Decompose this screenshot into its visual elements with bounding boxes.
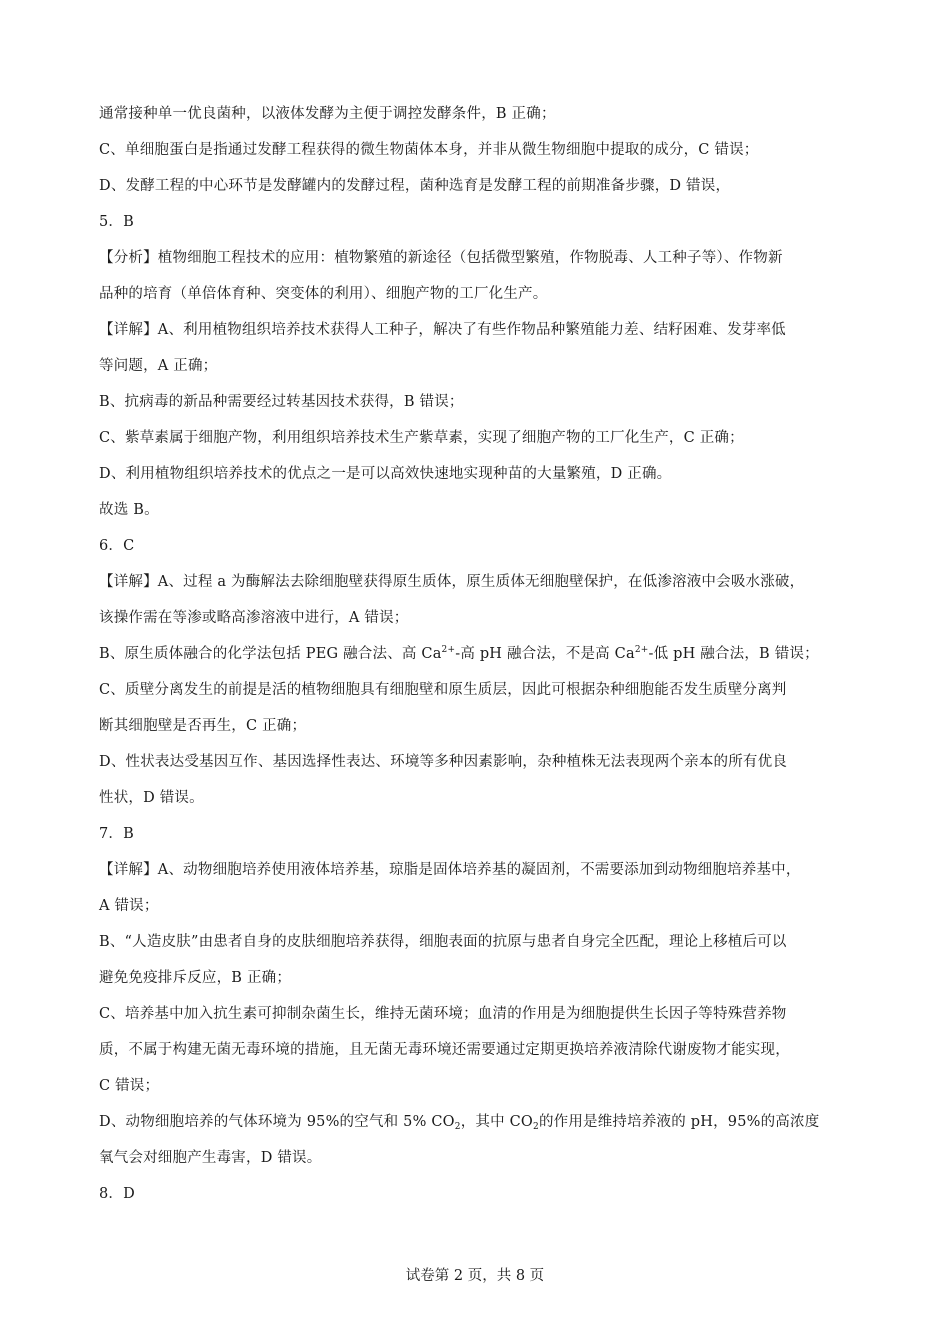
superscript: 2+ [634,645,649,655]
question-answer-8: 8．D [99,1186,135,1202]
text-line: 品种的培育（单倍体育种、突变体的利用）、细胞产物的工厂化生产。 [99,286,548,302]
text-line: 【分析】植物细胞工程技术的应用：植物繁殖的新途径（包括微型繁殖，作物脱毒、人工种子等）、作物新 [99,250,783,266]
text-span: B、原生质体融合的化学法包括 PEG 融合法、高 Ca [99,646,442,662]
text-line: 避免免疫排斥反应，B 正确； [99,970,292,986]
text-line: 氧气会对细胞产生毒害，D 错误。 [99,1150,322,1166]
text-line: 等问题，A 正确； [99,358,218,374]
text-line: D、性状表达受基因互作、基因选择性表达、环境等多种因素影响，杂种植株无法表现两个亲本的所有优良 [99,754,788,770]
text-line: 质，不属于构建无菌无毒环境的措施，且无菌无毒环境还需要通过定期更换培养液清除代谢废物才能实现， [99,1042,790,1058]
text-line: B、抗病毒的新品种需要经过转基因技术获得，B 错误； [99,394,464,410]
text-line: 通常接种单一优良菌种，以液体发酵为主便于调控发酵条件，B 正确； [99,106,556,122]
text-line: C、紫草素属于细胞产物，利用组织培养技术生产紫草素，实现了细胞产物的工厂化生产，C 正确； [99,430,744,446]
text-line: B、“人造皮肤”由患者自身的皮肤细胞培养获得，细胞表面的抗原与患者自身完全匹配，理论上移植后可以 [99,934,787,950]
text-span: D、动物细胞培养的气体环境为 95%的空气和 5% CO [99,1114,455,1130]
text-line-subscript [99,1104,859,1140]
text-line: C 错误； [99,1078,160,1094]
text-line: 该操作需在等渗或略高渗溶液中进行，A 错误； [99,610,409,626]
text-line: 【详解】A、动物细胞培养使用液体培养基，琼脂是固体培养基的凝固剂，不需要添加到动物细胞培养基中， [99,862,801,878]
subscript: 2 [454,1122,461,1132]
question-answer-6: 6．C [99,538,135,554]
text-line: 性状，D 错误。 [99,790,204,806]
question-answer-7: 7．B [99,826,134,842]
text-line: D、发酵工程的中心环节是发酵罐内的发酵过程，菌种选育是发酵工程的前期准备步骤，D 错误， [99,178,731,194]
text-line: 断其细胞壁是否再生，C 正确； [99,718,307,734]
text-span: -高 pH 融合法，不是高 Ca [455,646,635,662]
text-line: D、利用植物组织培养技术的优点之一是可以高效快速地实现种苗的大量繁殖，D 正确。 [99,466,672,482]
text-line: C、培养基中加入抗生素可抑制杂菌生长，维持无菌环境；血清的作用是为细胞提供生长因子等特殊营养物 [99,1006,787,1022]
page-footer: 试卷第 2 页，共 8 页 [405,1268,545,1284]
answer-text-body [99,96,859,1212]
text-line: C、单细胞蛋白是指通过发酵工程获得的微生物菌体本身，并非从微生物细胞中提取的成分，C 错误； [99,142,759,158]
text-line: 故选 B。 [99,502,159,518]
text-span: 的作用是维持培养液的 pH，95%的高浓度 [538,1114,820,1130]
subscript: 2 [533,1122,539,1132]
question-answer-5: 5．B [99,214,134,230]
superscript: 2+ [441,645,456,655]
text-span: ，其中 CO [460,1114,533,1130]
text-line-superscript [99,636,859,672]
text-line: C、质壁分离发生的前提是活的植物细胞具有细胞壁和原生质层，因此可根据杂种细胞能否发生质壁分离判 [99,682,787,698]
text-span: -低 pH 融合法，B 错误； [648,646,819,662]
text-line: 【详解】A、过程 a 为酶解法去除细胞壁获得原生质体，原生质体无细胞壁保护，在低渗溶液中会吸水涨破， [99,574,805,590]
text-line: A 错误； [99,898,159,914]
text-line: 【详解】A、利用植物组织培养技术获得人工种子，解决了有些作物品种繁殖能力差、结籽困难、发芽率低 [99,322,786,338]
